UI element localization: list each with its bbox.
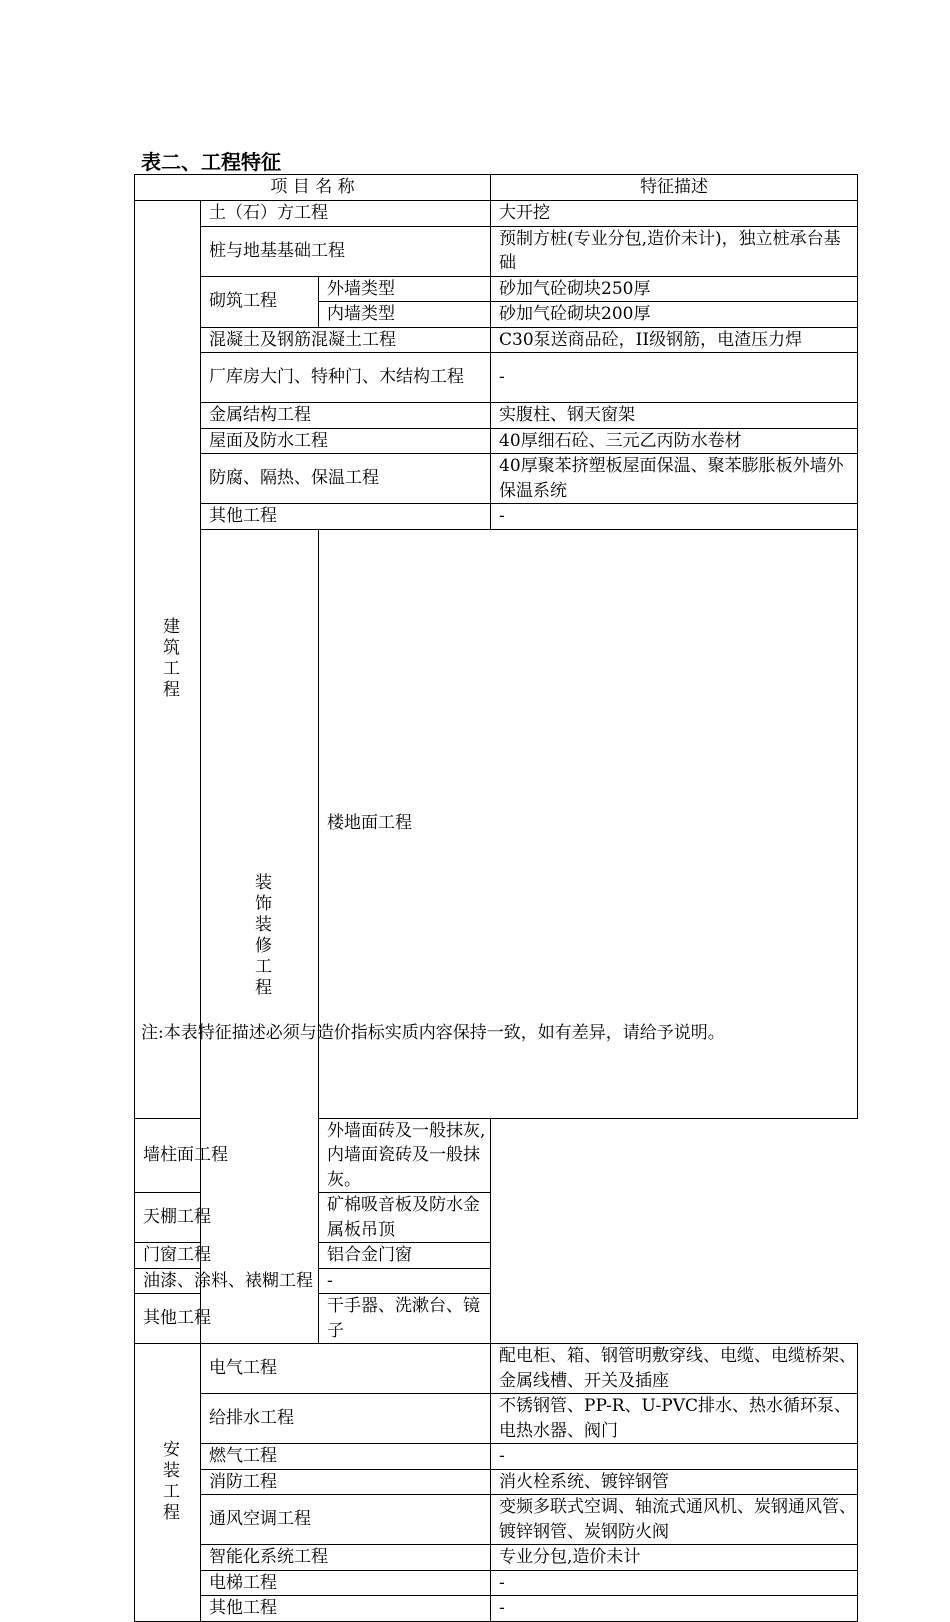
header-item: 项 目 名 称 (135, 175, 491, 201)
item-name: 天棚工程 (135, 1193, 319, 1243)
table-row (135, 1570, 858, 1596)
item-desc: - (319, 1268, 491, 1294)
item-name: 燃气工程 (201, 1444, 491, 1470)
item-name: 楼地面工程 (319, 529, 858, 1118)
item-name: 金属结构工程 (201, 403, 491, 429)
item-name: 油漆、涂料、裱糊工程 (135, 1268, 319, 1294)
sub-item-name: 外墙类型 (319, 276, 491, 302)
item-name: 电梯工程 (201, 1570, 491, 1596)
category-label: 建筑工程 (163, 616, 180, 700)
table-row (135, 1193, 858, 1243)
item-name: 其他工程 (135, 1294, 319, 1344)
item-name: 屋面及防水工程 (201, 428, 491, 454)
item-desc: - (491, 504, 858, 530)
table-row (135, 1243, 858, 1269)
item-desc: - (491, 353, 858, 403)
feature-table (134, 174, 858, 1622)
table-row (135, 504, 858, 530)
table-row (135, 1444, 858, 1470)
item-name: 土（石）方工程 (201, 201, 491, 227)
item-desc: 40厚聚苯挤塑板屋面保温、聚苯膨胀板外墙外保温系统 (491, 454, 858, 504)
item-desc: 预制方桩(专业分包,造价未计)，独立桩承台基础 (491, 226, 858, 276)
table-row (135, 1118, 858, 1193)
category-cell (135, 201, 201, 1119)
item-desc: 消火栓系统、镀锌钢管 (491, 1469, 858, 1495)
item-name: 门窗工程 (135, 1243, 319, 1269)
item-desc: 砂加气砼砌块200厚 (491, 302, 858, 328)
item-name: 墙柱面工程 (135, 1118, 319, 1193)
item-desc: 专业分包,造价未计 (491, 1545, 858, 1571)
item-desc: 干手器、洗漱台、镜子 (319, 1294, 491, 1344)
item-desc: 铝合金门窗 (319, 1243, 491, 1269)
table-row (135, 1268, 858, 1294)
header-feature: 特征描述 (491, 175, 858, 201)
item-desc: - (491, 1596, 858, 1622)
table-row (135, 1294, 858, 1344)
item-desc: 矿棉吸音板及防水金属板吊顶 (319, 1193, 491, 1243)
table-row (135, 1394, 858, 1444)
item-desc: 不锈钢管、PP-R、U-PVC排水、热水循环泵、电热水器、阀门 (491, 1394, 858, 1444)
item-desc: - (491, 1444, 858, 1470)
table-row (135, 276, 858, 302)
item-desc: 40厚细石砼、三元乙丙防水卷材 (491, 428, 858, 454)
category-cell (135, 1344, 201, 1622)
table-header-row (135, 175, 858, 201)
table-row (135, 327, 858, 353)
item-name: 通风空调工程 (201, 1495, 491, 1545)
item-name: 给排水工程 (201, 1394, 491, 1444)
item-name: 智能化系统工程 (201, 1545, 491, 1571)
sub-item-name: 内墙类型 (319, 302, 491, 328)
item-name: 混凝土及钢筋混凝土工程 (201, 327, 491, 353)
table-row (135, 1545, 858, 1571)
item-name: 消防工程 (201, 1469, 491, 1495)
item-desc: 砂加气砼砌块250厚 (491, 276, 858, 302)
table-row (135, 428, 858, 454)
item-name: 其他工程 (201, 1596, 491, 1622)
table-row (135, 353, 858, 403)
item-desc: 配电柜、箱、钢管明敷穿线、电缆、电缆桥架、金属线槽、开关及插座 (491, 1344, 858, 1394)
table-note: 注:本表特征描述必须与造价指标实质内容保持一致，如有差异，请给予说明。 (141, 1023, 725, 1043)
table-row (135, 454, 858, 504)
category-label: 装饰装修工程 (255, 872, 272, 998)
table-row (135, 1596, 858, 1622)
item-desc: - (491, 1570, 858, 1596)
table-row (135, 1495, 858, 1545)
item-name: 其他工程 (201, 504, 491, 530)
item-name: 砌筑工程 (201, 276, 319, 327)
table-row (135, 226, 858, 276)
item-name: 防腐、隔热、保温工程 (201, 454, 491, 504)
item-desc: 外墙面砖及一般抹灰,内墙面瓷砖及一般抹灰。 (319, 1118, 491, 1193)
item-desc: 变频多联式空调、轴流式通风机、炭钢通风管、镀锌钢管、炭钢防火阀 (491, 1495, 858, 1545)
item-name: 桩与地基基础工程 (201, 226, 491, 276)
table-row (135, 201, 858, 227)
item-desc: 实腹柱、钢天窗架 (491, 403, 858, 429)
table-row (135, 403, 858, 429)
table-row (135, 1344, 858, 1394)
item-name: 厂库房大门、特种门、木结构工程 (201, 353, 491, 403)
item-name: 电气工程 (201, 1344, 491, 1394)
item-desc: 大开挖 (491, 201, 858, 227)
item-desc: C30泵送商品砼，II级钢筋，电渣压力焊 (491, 327, 858, 353)
page-title: 表二、工程特征 (141, 150, 281, 174)
table-row (135, 1469, 858, 1495)
category-label: 安装工程 (163, 1439, 180, 1523)
